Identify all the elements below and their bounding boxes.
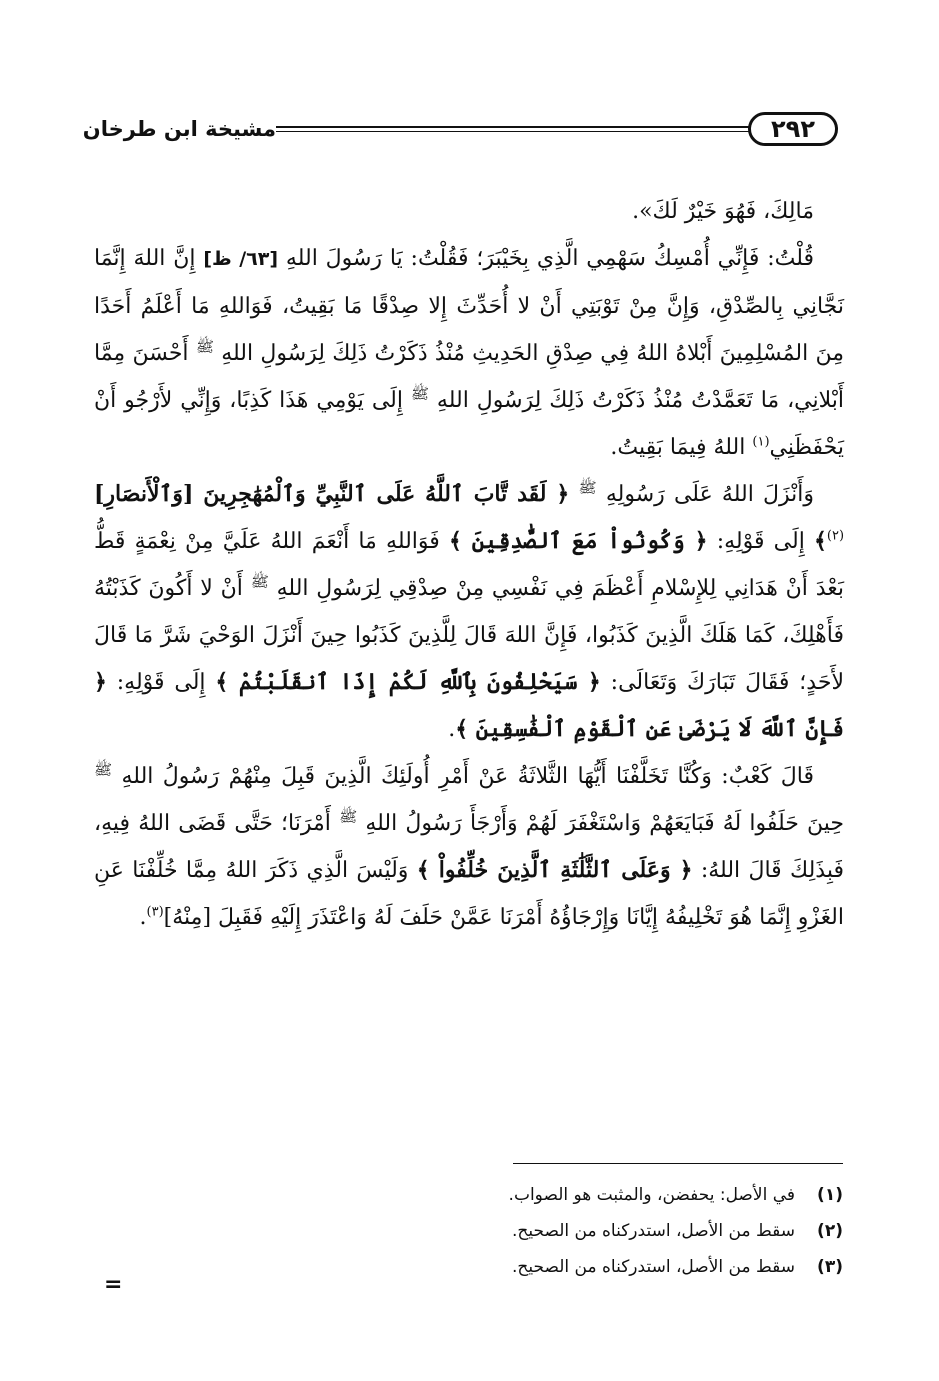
footnote-number: (٣) — [817, 1257, 843, 1277]
quran-quote: ﴿ لَقَد تَّابَ ٱللَّهُ عَلَى ٱلنَّبِيِّ وَٱلْمُهَٰجِرِينَ [وَٱلْأَنصَارِ] — [94, 481, 570, 507]
paragraph-text: أَحْسَنَ مِمَّا أَبْلانِي، مَا تَعَمَّدْتُ مُنْذُ ذَكَرْتُ ذَلِكَ لِرَسُولِ اللهِ — [94, 341, 844, 413]
manuscript-folio-ref: [٦٣/ ظ] — [203, 248, 279, 270]
paragraph-text: . — [139, 905, 147, 930]
quran-quote: ﴿ وَعَلَى ٱلثَّلَٰثَةِ ٱلَّذِينَ خُلِّفُواْ ﴾ — [416, 857, 693, 883]
page-header — [82, 112, 838, 152]
footnote-divider — [513, 1163, 843, 1164]
salawat-honorific-icon: ﷺ — [250, 572, 269, 591]
salawat-honorific-icon: ﷺ — [195, 337, 214, 356]
paragraph-text: فَوَاللهِ مَا أَنْعَمَ اللهُ عَلَيَّ مِنْ نِعْمَةٍ قَطُّ بَعْدَ أَنْ هَدَانِي لِلإِسْلامِ أَعْظَمَ فِي نَفْسِي مِنْ صِدْقِي لِرَسُولِ اللهِ — [94, 529, 844, 601]
quran-quote: ﴿ سَيَحْلِفُونَ بِٱللَّهِ لَكُمْ إِذَا ٱنقَلَبْتُمْ ﴾ — [215, 669, 601, 695]
footnote-ref-1[interactable]: (١) — [752, 434, 770, 450]
paragraph-text: إِلَى قَوْلِهِ: — [116, 670, 206, 695]
paragraph-text: إِلَى قَوْلِهِ: — [716, 529, 805, 554]
paragraph-text: إِنَّ اللهَ إِنَّمَا نَجَّانِي بِالصِّدْقِ، وَإِنَّ مِنْ تَوْبَتِي أَنْ لا أُحَدِّثَ إِلا صِدْقًا مَا بَقِيتُ، فَوَاللهِ مَا أَعْلَمُ أَحَدًا مِنَ المُسْلِمِينَ أَبْلاهُ اللهُ فِي صِدْقِ الحَدِيثِ مُنْذُ ذَكَرْتُ ذَلِكَ لِرَسُولِ اللهِ — [94, 246, 844, 366]
quran-bracket-close: ﴾ — [814, 528, 827, 554]
footnote-number: (١) — [817, 1185, 843, 1205]
salawat-honorific-icon: ﷺ — [578, 478, 597, 497]
footnote-3 — [143, 1250, 843, 1284]
continuation-mark: = — [104, 1272, 123, 1297]
footnote-ref-2[interactable]: (٢) — [826, 528, 845, 544]
footnote-number: (٢) — [817, 1221, 843, 1241]
paragraph-1 — [94, 188, 844, 235]
footnote-1 — [143, 1178, 843, 1212]
paragraph-text: وَأَنْزَلَ اللهُ عَلَى رَسُولِهِ — [605, 482, 814, 507]
salawat-honorific-icon: ﷺ — [339, 807, 358, 826]
salawat-honorific-icon: ﷺ — [94, 760, 113, 779]
footnotes — [143, 1178, 843, 1286]
paragraph-text: وَلَيْسَ الَّذِي ذَكَرَ اللهُ مِمَّا خُلِّفْنَا عَنِ الغَزْوِ إِنَّمَا هُوَ تَخْلِيفُهُ إِيَّانَا وَإِرْجَاؤُهُ أَمْرَنَا عَمَّنْ حَلَفَ لَهُ وَاعْتَذَرَ إِلَيْهِ فَقَبِلَ [مِنْهُ] — [94, 858, 844, 930]
header-rule-thin — [276, 131, 750, 132]
footnote-text: سقط من الأصل، استدركناه من الصحيح. — [512, 1221, 795, 1241]
paragraph-4 — [94, 753, 844, 941]
footnote-2 — [143, 1214, 843, 1248]
header-rule — [276, 126, 750, 128]
paragraph-text: أَمْرَنَا؛ حَتَّى قَضَى اللهُ فِيهِ، فَبِذَلِكَ قَالَ اللهُ: — [94, 811, 844, 883]
paragraph-text: حِينَ حَلَفُوا لَهُ فَبَايَعَهُمْ وَاسْتَغْفَرَ لَهُمْ وَأَرْجَأَ رَسُولُ اللهِ — [365, 811, 845, 836]
quran-quote: ﴿ فَإِنَّ ٱللَّهَ لَا يَرْضَىٰ عَنِ ٱلْقَوْمِ ٱلْفَٰسِقِينَ ﴾ — [94, 669, 844, 742]
quran-quote: ﴿ وَكُونُواْ مَعَ ٱلصَّٰدِقِينَ ﴾ — [448, 528, 708, 554]
paragraph-text: إِلَى يَوْمِي هَذَا كَذِبًا، وَإِنِّي لأَرْجُو أَنْ يَحْفَظَنِي — [94, 388, 844, 460]
paragraph-text: أَنْ لا أَكُونَ كَذَبْتُهُ فَأَهْلِكَ، كَمَا هَلَكَ الَّذِينَ كَذَبُوا، فَإِنَّ اللهَ قَالَ لِلَّذِينَ كَذَبُوا حِينَ أَنْزَلَ الوَحْيَ شَرَّ مَا قَالَ لأَحَدٍ؛ فَقَالَ تَبَارَكَ وَتَعَالَى: — [94, 576, 844, 695]
paragraph-2 — [94, 235, 844, 471]
running-title: مشيخة ابن طرخان — [82, 117, 276, 141]
paragraph-text: قَالَ كَعْبٌ: وَكُنَّا تَخَلَّفْنَا أَيُّهَا الثَّلاثَةُ عَنْ أَمْرِ أُولَئِكَ الَّذِينَ قَبِلَ مِنْهُمْ رَسُولُ اللهِ — [121, 764, 814, 789]
paragraph-text: قُلْتُ: فَإِنِّي أُمْسِكُ سَهْمِي الَّذِي بِخَيْبَرَ؛ فَقُلْتُ: يَا رَسُولَ اللهِ — [285, 246, 815, 271]
footnote-ref-3[interactable]: (٣) — [146, 904, 164, 920]
paragraph-text: . — [448, 717, 456, 742]
footnote-text: سقط من الأصل، استدركناه من الصحيح. — [512, 1257, 795, 1277]
paragraph-text: اللهُ فِيمَا بَقِيتُ. — [610, 435, 746, 460]
salawat-honorific-icon: ﷺ — [410, 384, 430, 403]
footnote-text: في الأصل: يحفضن، والمثبت هو الصواب. — [508, 1185, 795, 1205]
page-number: ٢٩٢ — [748, 112, 838, 146]
main-text — [94, 188, 844, 941]
paragraph-3 — [94, 471, 844, 753]
paragraph-text: مَالِكَ، فَهُوَ خَيْرٌ لَكَ». — [632, 199, 814, 224]
